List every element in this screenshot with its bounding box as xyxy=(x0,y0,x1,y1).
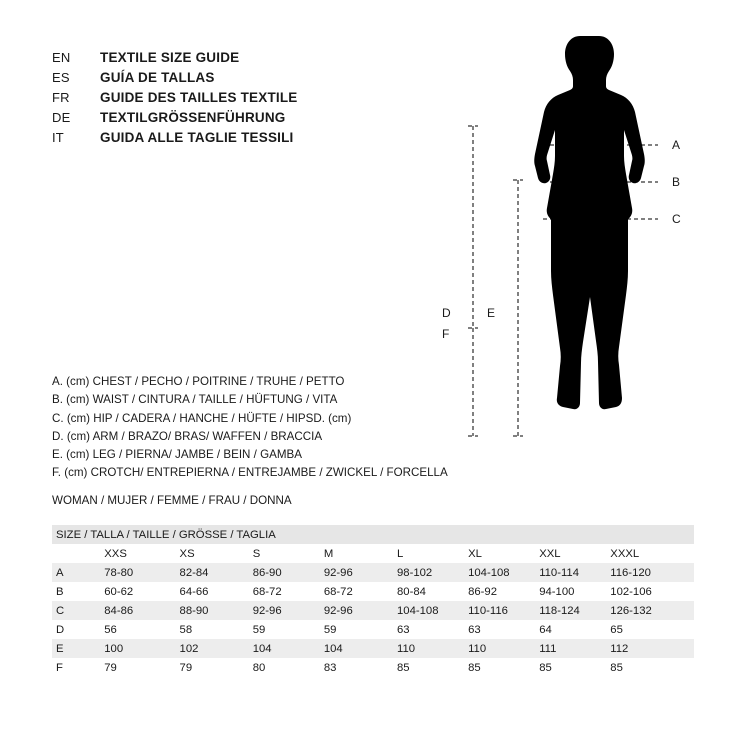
language-row xyxy=(52,68,432,88)
column-header-xl: XL xyxy=(468,544,539,563)
table-header-row xyxy=(52,525,694,544)
column-header-xxs: XXS xyxy=(104,544,179,563)
cell-xxs: 79 xyxy=(104,658,179,677)
marker-label-F: F xyxy=(442,327,450,341)
cell-xl: 110 xyxy=(468,639,539,658)
legend-item-e: E. (cm) LEG / PIERNA/ JAMBE / BEIN / GAMBA xyxy=(52,448,302,462)
cell-xl: 85 xyxy=(468,658,539,677)
legend-item-a: A. (cm) CHEST / PECHO / POITRINE / TRUHE / PETTO xyxy=(52,375,345,388)
female-silhouette-icon xyxy=(534,36,645,409)
row-label: E xyxy=(52,639,104,658)
table-row xyxy=(52,639,694,658)
cell-xs: 82-84 xyxy=(180,563,253,582)
cell-l: 85 xyxy=(397,658,468,677)
cell-s: 86-90 xyxy=(253,563,324,582)
legend-spacer xyxy=(52,483,492,492)
row-label: F xyxy=(52,658,104,677)
gender-line: WOMAN / MUJER / FEMME / FRAU / DONNA xyxy=(52,493,292,507)
cell-xxl: 85 xyxy=(539,658,610,677)
marker-label-C: C xyxy=(672,212,681,226)
cell-xs: 88-90 xyxy=(180,601,253,620)
row-label: A xyxy=(52,563,104,582)
table-row xyxy=(52,582,694,601)
column-header-l: L xyxy=(397,544,468,563)
cell-xxs: 84-86 xyxy=(104,601,179,620)
cell-xl: 104-108 xyxy=(468,563,539,582)
row-label: B xyxy=(52,582,104,601)
table-row xyxy=(52,601,694,620)
cell-m: 104 xyxy=(324,639,397,658)
cell-l: 98-102 xyxy=(397,563,468,582)
cell-m: 83 xyxy=(324,658,397,677)
cell-m: 92-96 xyxy=(324,601,397,620)
cell-xxl: 111 xyxy=(539,639,610,658)
cell-xxl: 110-114 xyxy=(539,563,610,582)
table-header-title: SIZE / TALLA / TAILLE / GRÖSSE / TAGLIA xyxy=(52,525,694,544)
cell-xxs: 60-62 xyxy=(104,582,179,601)
cell-xxs: 56 xyxy=(104,620,179,639)
cell-xxxl: 102-106 xyxy=(610,582,694,601)
language-title: GUÍA DE TALLAS xyxy=(100,70,215,85)
legend-item-d: D. (cm) ARM / BRAZO/ BRAS/ WAFFEN / BRACCIA xyxy=(52,429,323,443)
cell-s: 68-72 xyxy=(253,582,324,601)
table-row xyxy=(52,620,694,639)
language-code: DE xyxy=(52,110,71,125)
size-table-wrapper xyxy=(52,525,694,677)
language-code: FR xyxy=(52,90,70,105)
column-header-xxl: XXL xyxy=(539,544,610,563)
language-title: TEXTILE SIZE GUIDE xyxy=(100,50,240,65)
cell-xl: 86-92 xyxy=(468,582,539,601)
column-header-xxxl: XXXL xyxy=(610,544,694,563)
cell-xl: 63 xyxy=(468,620,539,639)
size-table xyxy=(52,525,694,677)
language-code: ES xyxy=(52,70,70,85)
language-title: GUIDA ALLE TAGLIE TESSILI xyxy=(100,130,294,145)
cell-xxxl: 116-120 xyxy=(610,563,694,582)
cell-xs: 79 xyxy=(180,658,253,677)
cell-s: 59 xyxy=(253,620,324,639)
cell-xxxl: 85 xyxy=(610,658,694,677)
legend-item-c: C. (cm) HIP / CADERA / HANCHE / HÜFTE / HIPSD. (cm) xyxy=(52,411,352,425)
cell-s: 80 xyxy=(253,658,324,677)
cell-m: 59 xyxy=(324,620,397,639)
cell-xxl: 118-124 xyxy=(539,601,610,620)
cell-xxs: 100 xyxy=(104,639,179,658)
cell-m: 68-72 xyxy=(324,582,397,601)
marker-label-E: E xyxy=(487,306,496,320)
cell-m: 92-96 xyxy=(324,563,397,582)
language-code: EN xyxy=(52,50,71,65)
cell-xxxl: 65 xyxy=(610,620,694,639)
cell-xxl: 94-100 xyxy=(539,582,610,601)
legend-block xyxy=(52,373,492,510)
table-row xyxy=(52,658,694,677)
row-label: D xyxy=(52,620,104,639)
language-title: GUIDE DES TAILLES TEXTILE xyxy=(100,90,298,105)
cell-xxl: 64 xyxy=(539,620,610,639)
cell-l: 63 xyxy=(397,620,468,639)
cell-s: 104 xyxy=(253,639,324,658)
language-title-block xyxy=(52,48,432,148)
legend-item-b: B. (cm) WAIST / CINTURA / TAILLE / HÜFTUNG / VITA xyxy=(52,393,338,407)
cell-s: 92-96 xyxy=(253,601,324,620)
cell-l: 104-108 xyxy=(397,601,468,620)
row-label: C xyxy=(52,601,104,620)
cell-l: 80-84 xyxy=(397,582,468,601)
cell-xxxl: 126-132 xyxy=(610,601,694,620)
table-column-row xyxy=(52,544,694,563)
marker-label-A: A xyxy=(672,138,681,152)
language-row xyxy=(52,128,432,148)
cell-l: 110 xyxy=(397,639,468,658)
table-row xyxy=(52,563,694,582)
cell-xxs: 78-80 xyxy=(104,563,179,582)
language-row xyxy=(52,48,432,68)
column-header-s: S xyxy=(253,544,324,563)
language-code: IT xyxy=(52,130,64,145)
marker-label-B: B xyxy=(672,175,681,189)
cell-xxxl: 112 xyxy=(610,639,694,658)
legend-item-f: F. (cm) CROTCH/ ENTREPIERNA / ENTREJAMBE / ZWICKEL / FORCELLA xyxy=(52,466,448,480)
language-title: TEXTILGRÖSSENFÜHRUNG xyxy=(100,110,286,125)
cell-xl: 110-116 xyxy=(468,601,539,620)
marker-label-D: D xyxy=(442,306,451,320)
cell-xs: 58 xyxy=(180,620,253,639)
column-header-xs: XS xyxy=(180,544,253,563)
cell-xs: 102 xyxy=(180,639,253,658)
column-header-blank xyxy=(52,544,104,563)
cell-xs: 64-66 xyxy=(180,582,253,601)
language-row xyxy=(52,88,432,108)
column-header-m: M xyxy=(324,544,397,563)
language-row xyxy=(52,108,432,128)
